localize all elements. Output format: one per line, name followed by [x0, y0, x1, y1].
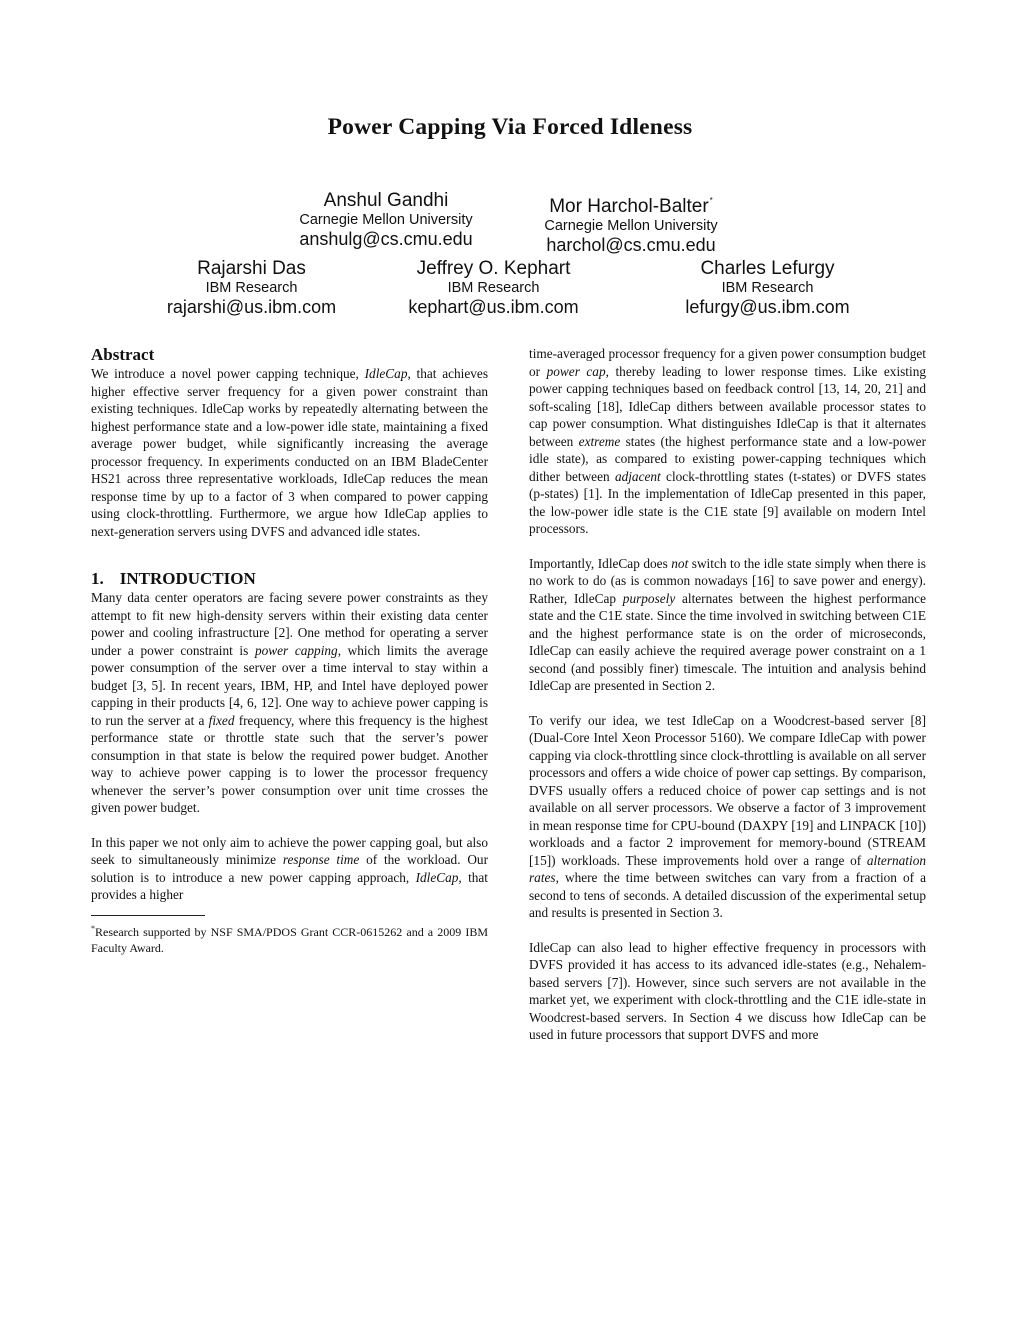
intro-paragraph-4: Importantly, IdleCap does not switch to the idle state simply when there is no work to do (as is common nowadays [16] to save power and energy). Rather, IdleCap purposely alternates between the highest performance state and the C1E state. Since the time involved in switching between C1E and the highest performance state is on the order of microseconds, IdleCap can easily achieve the required average power constraint on a 1 second (and possibly finer) timescale. The intuition and analysis behind IdleCap are presented in Section 2. — [529, 555, 926, 693]
intro-paragraph-5: To verify our idea, we test IdleCap on a Woodcrest-based server [8] (Dual-Core Intel Xeon Processor 5160). We compare IdleCap with power capping via clock-throttling since clock-throttling is available on all server processors and offers a wide choice of power cap settings. By comparison, DVFS usually offers a reduced choice of power cap settings and is not available on all server processors. We observe a factor of 3 improvement in mean response time for CPU-bound (DAXPY [19] and LINPACK [10]) workloads and a factor 2 improvement for memory-bound (STREAM [15]) workloads. These improvements hold over a range of alternation rates, where the time between switches can vary from a fraction of a second to tens of seconds. A detailed discussion of the experimental setup and results is presented in Section 3. — [529, 712, 926, 920]
section-heading-introduction: 1. INTRODUCTION — [91, 569, 256, 588]
abstract-heading: Abstract — [91, 345, 155, 364]
author-name: Mor Harchol-Balter* — [549, 196, 713, 217]
author-email: rajarshi@us.ibm.com — [166, 297, 337, 317]
author-name: Anshul Gandhi — [323, 190, 449, 211]
author-block-lefurgy — [666, 258, 869, 318]
author-name: Jeffrey O. Kephart — [416, 258, 571, 279]
footnote-mark: * — [709, 196, 713, 205]
author-name: Charles Lefurgy — [700, 258, 835, 279]
footnote-rule — [91, 915, 205, 916]
author-email: lefurgy@us.ibm.com — [685, 297, 850, 317]
author-name: Rajarshi Das — [197, 258, 306, 279]
author-block-harchol-balter — [525, 190, 737, 256]
author-affiliation: Carnegie Mellon University — [544, 218, 718, 234]
author-block-das — [150, 258, 353, 318]
intro-paragraph-2: In this paper we not only aim to achieve the power capping goal, but also seek to simultaneously minimize response time of the workload. Our solution is to introduce a new power capping approach, IdleCap, that provides a higher — [91, 834, 489, 902]
right-column — [529, 345, 926, 1044]
author-affiliation: IBM Research — [205, 280, 298, 296]
author-email: anshulg@cs.cmu.edu — [299, 229, 473, 249]
author-affiliation: Carnegie Mellon University — [299, 212, 473, 228]
intro-paragraph-3: time-averaged processor frequency for a given power consumption budget or power cap, thereby leading to lower response times. Like existing power capping techniques based on feedback control [13, 14, 20, 21] and soft-scaling [18], IdleCap dithers between available processor states to cap power consumption. What distinguishes IdleCap is that it alternates between extreme states (the highest performance state and a low-power idle state), as compared to existing power-capping techniques which dither between adjacent clock-throttling states (t-states) or DVFS states (p-states) [1]. In the implementation of IdleCap presented in this paper, the low-power idle state is the C1E state [9] available on modern Intel processors. — [529, 346, 927, 536]
author-affiliation: IBM Research — [721, 280, 814, 296]
paper-title: Power Capping Via Forced Idleness — [327, 114, 693, 140]
author-email: kephart@us.ibm.com — [408, 297, 579, 317]
left-column — [91, 345, 488, 956]
author-email: harchol@cs.cmu.edu — [546, 235, 716, 255]
footnote: *Research supported by NSF SMA/PDOS Grant CCR-0615262 and a 2009 IBM Faculty Award. — [91, 923, 488, 955]
author-block-gandhi — [285, 190, 487, 250]
intro-paragraph-1: Many data center operators are facing severe power constraints as they attempt to fit new high-density servers within their existing data center power and cooling infrastructure [2]. One method for operating a server under a power constraint is power capping, which limits the average power consumption of the server over a time interval to stay within a budget [3, 5]. In recent years, IBM, HP, and Intel have deployed power capping in their products [4, 6, 12]. One way to achieve power capping is to run the server at a fixed frequency, where this frequency is the highest performance state or throttle state such that the server’s power consumption in that state is below the required power budget. Another way to achieve power capping is to lower the processor frequency whenever the server’s power consumption over unit time crosses the given power budget. — [91, 590, 488, 815]
abstract-text: We introduce a novel power capping technique, IdleCap, that achieves higher effective server frequency for a given power constraint than existing techniques. IdleCap works by repeatedly alternating between the highest performance state and a low-power idle state, maintaining a fixed average power budget, while significantly increasing the average processor frequency. In experiments conducted on an IBM BladeCenter HS21 across three representative workloads, IdleCap reduces the mean response time by up to a factor of 3 when compared to power capping using clock-throttling. Furthermore, we argue how IdleCap applies to next-generation servers using DVFS and advanced idle states. — [91, 366, 489, 539]
intro-paragraph-6: IdleCap can also lead to higher effective frequency in processors with DVFS provided it has access to its advanced idle-states (e.g., Nehalem-based servers [7]). However, since such servers are not available in the market yet, we experiment with clock-throttling and the C1E idle-state in Woodcrest-based servers. In Section 4 we discuss how IdleCap can be used in future processors that support DVFS and more — [529, 939, 926, 1042]
author-block-kephart — [392, 258, 595, 318]
author-affiliation: IBM Research — [447, 280, 540, 296]
